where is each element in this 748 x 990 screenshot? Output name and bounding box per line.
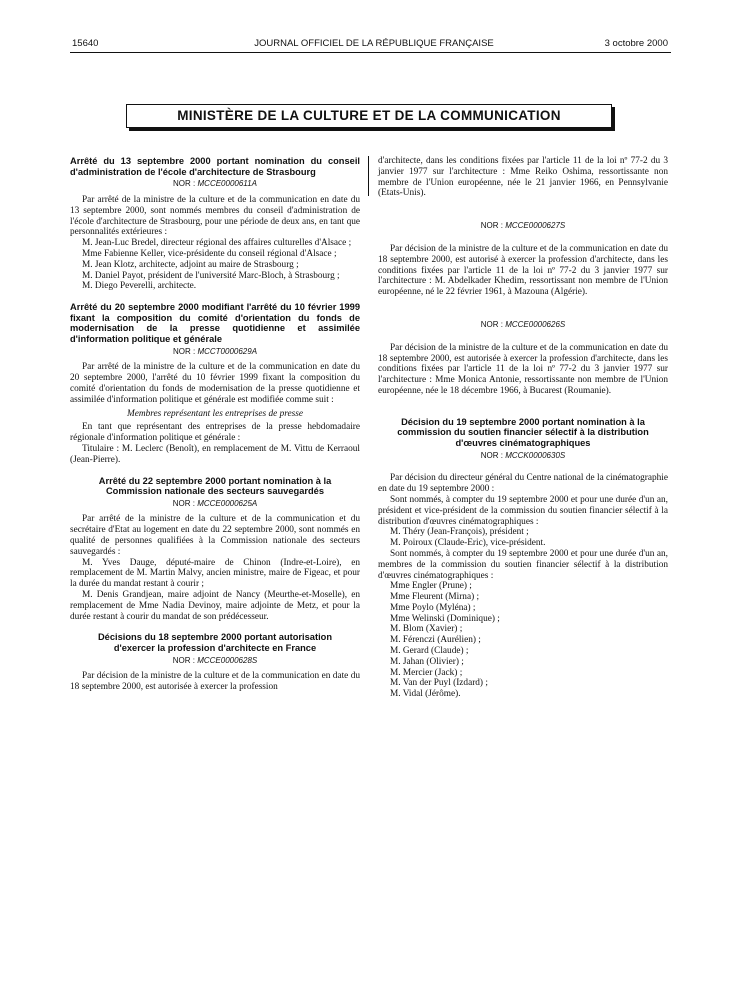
paragraph: M. Denis Grandjean, maire adjoint de Nancy (Meurthe-et-Moselle), en remplacement de Mme Nadia Devinoy, maire adjointe de Metz, et pour la durée restant à courir du mandat de son prédécesseur. xyxy=(70,590,360,622)
paragraph: Par arrêté de la ministre de la culture et de la communication et du secrétaire d'Etat au logement en date du 22 septembre 2000, sont nommés en qualité de personnes qualifiées à la Commission nationale des secteurs sauvegardés : xyxy=(70,514,360,557)
journal-title: JOURNAL OFFICIEL DE LA RÉPUBLIQUE FRANÇAISE xyxy=(254,38,494,49)
list-item: M. Blom (Xavier) ; xyxy=(390,624,463,635)
nor-code: MCCE0000625A xyxy=(197,498,258,508)
paragraph-continued: d'architecte, dans les conditions fixées par l'article 11 de la loi nº 77-2 du 3 janvier 1977 sur l'architecture : Mme Reiko Oshima, ressortissante non membre de l'Union européenne, née le 21 janvier 1966, en Pennsylvanie (Etats-Unis). xyxy=(378,156,668,199)
nor-code: MCCE0000628S xyxy=(197,655,258,665)
paragraph: Par décision du directeur général du Centre national de la cinématographie en date du 19 septembre 2000 : xyxy=(378,473,668,495)
list-item: Mme Fleurent (Mirna) ; xyxy=(390,592,480,603)
member-list xyxy=(378,581,668,700)
nor-reference: NOR : MCCE0000611A xyxy=(173,179,257,189)
header-rule xyxy=(70,52,671,53)
list-item: Mme Fabienne Keller, vice-présidente du conseil régional d'Alsace ; xyxy=(82,248,337,259)
page-number: 15640 xyxy=(72,38,99,49)
nor-code: MCCE0000611A xyxy=(197,179,257,189)
paragraph: Par arrêté de la ministre de la culture et de la communication en date du 13 septembre 2000, sont nommés membres du conseil d'administration de l'école d'architecture de Strasbourg, pour une période de deux ans, en tant que personnalités extérieures : xyxy=(70,194,360,238)
list-item: M. Jean Klotz, architecte, adjoint au maire de Strasbourg ; xyxy=(82,259,299,270)
left-column xyxy=(70,156,360,693)
article-strasbourg xyxy=(70,156,360,292)
decision-antonie xyxy=(378,320,668,397)
nor-code: MCCK0000630S xyxy=(505,450,566,460)
paragraph: En tant que représentant des entreprises de la presse hebdomadaire régionale d'information politique et générale : xyxy=(70,422,360,444)
decision-cinematographie xyxy=(378,417,668,700)
paragraph: Sont nommés, à compter du 19 septembre 2000 et pour une durée d'un an, membres de la commission du soutien financier sélectif à la distribution d'œuvres cinématographiques : xyxy=(378,548,668,581)
nor-reference: NOR : MCCT0000629A xyxy=(172,346,258,356)
paragraph: Titulaire : M. Leclerc (Benoît), en remplacement de M. Vittu de Kerraoul (Jean-Pierre). xyxy=(70,443,360,465)
nor-code: MCCE0000626S xyxy=(505,319,566,329)
nor-reference: NOR : MCCK0000630S xyxy=(480,450,566,460)
list-item: M. Férenczi (Aurélien) ; xyxy=(390,635,481,646)
article-title: Arrêté du 22 septembre 2000 portant nomination à la Commission nationale des secteurs sauvegardés xyxy=(98,475,332,497)
section-subtitle: Membres représentant les entreprises de presse xyxy=(126,408,303,419)
list-item: M. Daniel Payot, président de l'université Marc-Bloch, à Strasbourg ; xyxy=(82,270,340,281)
article-presse xyxy=(70,302,360,465)
article-architecte-autorisation xyxy=(70,632,360,693)
paragraph: Sont nommés, à compter du 19 septembre 2000 et pour une durée d'un an, président et vice-président de la commission du soutien financier sélectif à la distribution d'œuvres cinématographiques : xyxy=(378,494,668,527)
paragraph: M. Yves Dauge, député-maire de Chinon (Indre-et-Loire), en remplacement de M. Martin Malvy, ancien ministre, maire de Figeac, et pour la durée du mandat restant à courir ; xyxy=(70,557,360,590)
list-item: M. Mercier (Jack) ; xyxy=(390,667,463,678)
nor-reference: NOR : MCCE0000627S xyxy=(480,221,566,231)
list-item: M. Van der Puyl (Izdard) ; xyxy=(390,678,488,689)
list-item: M. Gerard (Claude) ; xyxy=(390,646,469,657)
running-header xyxy=(0,38,748,52)
article-title: Arrêté du 20 septembre 2000 modifiant l'arrêté du 10 février 1999 fixant la composition du comité d'orientation du fonds de modernisation de la presse quotidienne et assimilée d'information politique et générale xyxy=(70,302,360,344)
paragraph: Par décision de la ministre de la culture et de la communication en date du 18 septembre 2000, est autorisé à exercer la profession d'architecte, dans les conditions fixées par l'article 11 de la loi nº 77-2 du 3 janvier 1977 sur l'architecture : M. Abdelkader Khedim, ressortissant non membre de l'Union européenne, né le 22 février 1961, à Mazouna (Algérie). xyxy=(378,243,668,298)
nor-reference: NOR : MCCE0000625A xyxy=(172,498,258,508)
ministry-banner: MINISTÈRE DE LA CULTURE ET DE LA COMMUNICATION xyxy=(126,104,612,128)
article-secteurs-sauvegardes xyxy=(70,476,360,623)
list-item: M. Diego Peverelli, architecte. xyxy=(82,281,197,292)
list-item: M. Poiroux (Claude-Eric), vice-président. xyxy=(390,538,546,549)
article-title: Décision du 19 septembre 2000 portant nomination à la commission du soutien financier sélectif à la distribution d'œuvres cinématographiques xyxy=(397,416,649,448)
list-item: M. Théry (Jean-François), président ; xyxy=(390,527,529,538)
list-item: M. Jean-Luc Bredel, directeur régional des affaires culturelles d'Alsace ; xyxy=(82,238,352,249)
decision-khedim xyxy=(378,221,668,298)
issue-date: 3 octobre 2000 xyxy=(604,38,668,49)
column-divider xyxy=(368,156,369,196)
article-title: Décisions du 18 septembre 2000 portant autorisation d'exercer la profession d'architecte en France xyxy=(97,632,333,654)
list-item: M. Vidal (Jérôme). xyxy=(390,689,461,700)
list-item: Mme Poylo (Myléna) ; xyxy=(390,602,476,613)
nor-code: MCCT0000629A xyxy=(197,346,258,356)
right-column xyxy=(378,156,668,700)
nor-code: MCCE0000627S xyxy=(505,221,566,231)
list-item: Mme Welinski (Dominique) ; xyxy=(390,613,500,624)
paragraph: Par décision de la ministre de la culture et de la communication en date du 18 septembre 2000, est autorisée à exercer la profession xyxy=(70,671,360,693)
nor-reference: NOR : MCCE0000628S xyxy=(172,655,258,665)
list-item: M. Jahan (Olivier) ; xyxy=(390,656,464,667)
article-title: Arrêté du 13 septembre 2000 portant nomination du conseil d'administration de l'école d'architecture de Strasbourg xyxy=(70,156,360,177)
list-item: Mme Engler (Prune) ; xyxy=(390,581,472,592)
paragraph: Par décision de la ministre de la culture et de la communication en date du 18 septembre 2000, est autorisée à exercer la profession d'architecte, dans les conditions fixées par l'article 11 de la loi nº 77-2 du 3 janvier 1977 sur l'architecture : Mme Monica Antonie, ressortissante non membre de l'Union européenne, née le 18 décembre 1966, à Bucarest (Roumanie). xyxy=(378,342,668,396)
paragraph: Par arrêté de la ministre de la culture et de la communication en date du 20 septembre 2000, l'arrêté du 10 février 1999 fixant la composition du comité d'orientation du fonds de modernisation de la presse quotidienne et assimilée d'information politique et générale est modifiée comme suit : xyxy=(70,362,360,405)
nor-reference: NOR : MCCE0000626S xyxy=(480,319,566,329)
